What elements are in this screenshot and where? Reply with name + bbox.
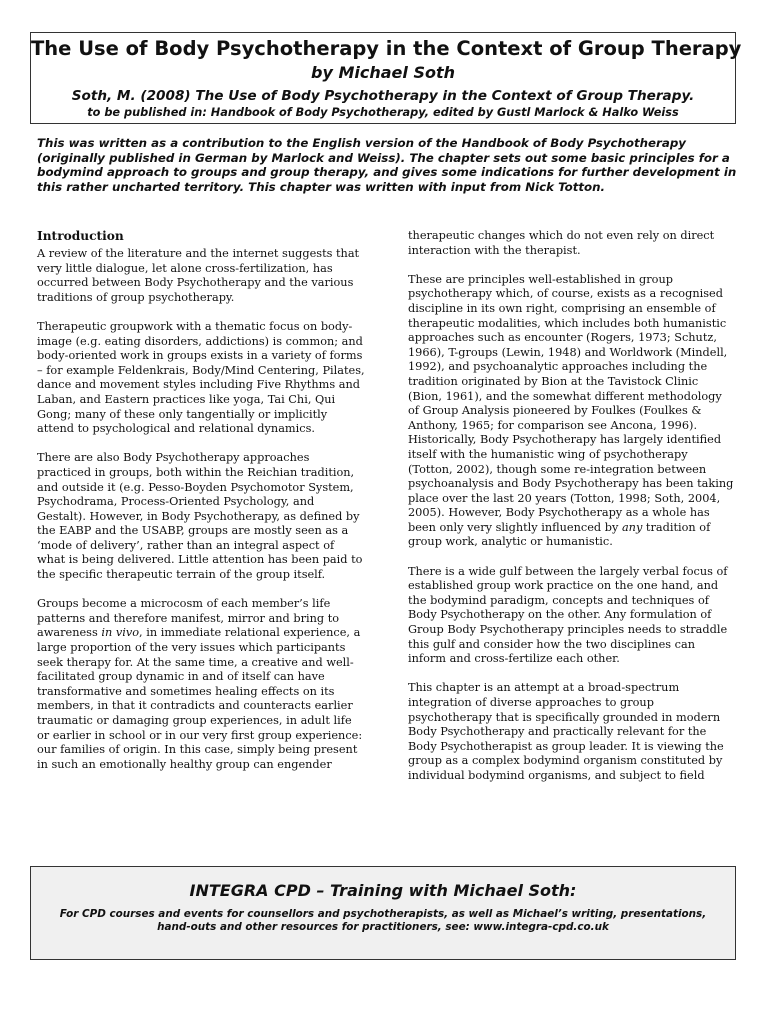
emphasis-text: in vivo <box>101 626 140 640</box>
publication-line: to be published in: Handbook of Body Psychotherapy, edited by Gustl Marlock & Halko Weiss <box>87 106 679 119</box>
paragraph <box>408 273 734 550</box>
footer-box <box>30 866 736 960</box>
section-heading: Introduction <box>37 229 124 243</box>
paragraph <box>37 597 365 772</box>
paragraph: A review of the literature and the internet suggests that very little dialogue, let alone cross-fertilization, has occurred between Body Psychotherapy and the various traditions of group psychotherapy. <box>37 247 360 304</box>
citation-line: Soth, M. (2008) The Use of Body Psychotherapy in the Context of Group Therapy. <box>71 88 695 104</box>
left-column <box>37 228 365 787</box>
paragraph: therapeutic changes which do not even rely on direct interaction with the therapist. <box>408 229 715 257</box>
paragraph-text: tradition of group work, analytic or humanistic. <box>408 520 711 549</box>
paragraph: There is a wide gulf between the largely verbal focus of established group work practice on the one hand, and the bodymind paradigm, concepts and techniques of Body Psychotherapy on the other. Any formulation of Group Body Psychotherapy principles needs to straddle this gulf and consider how the two disciplines can inform and cross-fertilize each other. <box>408 564 728 666</box>
paragraph-text: , in immediate relational experience, a large proportion of the very issues which participants seek therapy for. At the same time, a creative and well-facilitated group dynamic in and of itself can have transformative and sometimes healing effects on its members, in that it contradicts and counteracts earlier traumatic or damaging group experiences, in adult life or earlier in school or in our very first group experience: our families of origin. In this case, simply being present in such an emotionally healthy group can engender <box>37 626 363 771</box>
footer-text: For CPD courses and events for counsellors and psychotherapists, as well as Michael’s writing, presentations, hand-outs and other resources for practitioners, see: www.integra-cpd.co.uk <box>59 908 707 933</box>
header-box <box>30 32 742 124</box>
paragraph-text: These are principles well-established in group psychotherapy which, of course, exists as a recognised discipline in its own right, comprising an ensemble of therapeutic modalities, which includes both humanistic approaches such as encounter (Rogers, 1973; Schutz, 1966), T-groups (Lewin, 1948) and Worldwork (Mindell, 1992), and psychoanalytic approaches including the tradition originated by Bion at the Tavistock Clinic (Bion, 1961), and the somewhat different methodology of Group Analysis pioneered by Foulkes (Foulkes & Anthony, 1965; for comparison see Ancona, 1996). Historically, Body Psychotherapy has largely identified itself with the humanistic wing of psychotherapy (Totton, 2002), though some re-integration between psychoanalysis and Body Psychotherapy has been taking place over the last 20 years (Totton, 1998; Soth, 2004, 2005). However, Body Psychotherapy as a whole has been only very slightly influenced by <box>408 272 734 534</box>
document-title: The Use of Body Psychotherapy in the Context of Group Therapy <box>31 37 742 60</box>
footer-title: INTEGRA CPD – Training with Michael Soth: <box>189 881 577 900</box>
intro-note: This was written as a contribution to the English version of the Handbook of Body Psychotherapy (originally published in German by Marlock and Weiss). The chapter sets out some basic principles for a bodymind approach to groups and group therapy, and gives some indications for further development in this rather uncharted territory. This chapter was written with input from Nick Totton. <box>37 136 737 194</box>
paragraph-text: Groups become a microcosm of each member’s life patterns and therefore manifest, mirror and bring to awareness <box>37 597 340 640</box>
right-column <box>408 229 734 798</box>
author-byline: by Michael Soth <box>311 63 455 82</box>
paragraph: This chapter is an attempt at a broad-spectrum integration of diverse approaches to group psychotherapy that is specifically grounded in modern Body Psychotherapy and practically relevant for the Body Psychotherapist as group leader. It is viewing the group as a complex bodymind organism constituted by individual bodymind organisms, and subject to field <box>408 681 724 782</box>
paragraph: Therapeutic groupwork with a thematic focus on body-image (e.g. eating disorders, addictions) is common; and body-oriented work in groups exists in a variety of forms – for example Feldenkrais, Body/Mind Centering, Pilates, dance and movement styles including Five Rhythms and Laban, and Eastern practices like yoga, Tai Chi, Qui Gong; many of these only tangentially or implicitly attend to psychological and relational dynamics. <box>37 319 365 436</box>
emphasis-text: any <box>621 520 643 534</box>
paragraph: There are also Body Psychotherapy approaches practiced in groups, both within the Reichian tradition, and outside it (e.g. Pesso-Boyden Psychomotor System, Psychodrama, Process-Oriented Psychology, and Gestalt). However, in Body Psychotherapy, as defined by the EABP and the USABP, groups are mostly seen as a ‘mode of delivery’, rather than an integral aspect of what is being delivered. Little attention has been paid to the specific therapeutic terrain of the group itself. <box>37 451 363 582</box>
